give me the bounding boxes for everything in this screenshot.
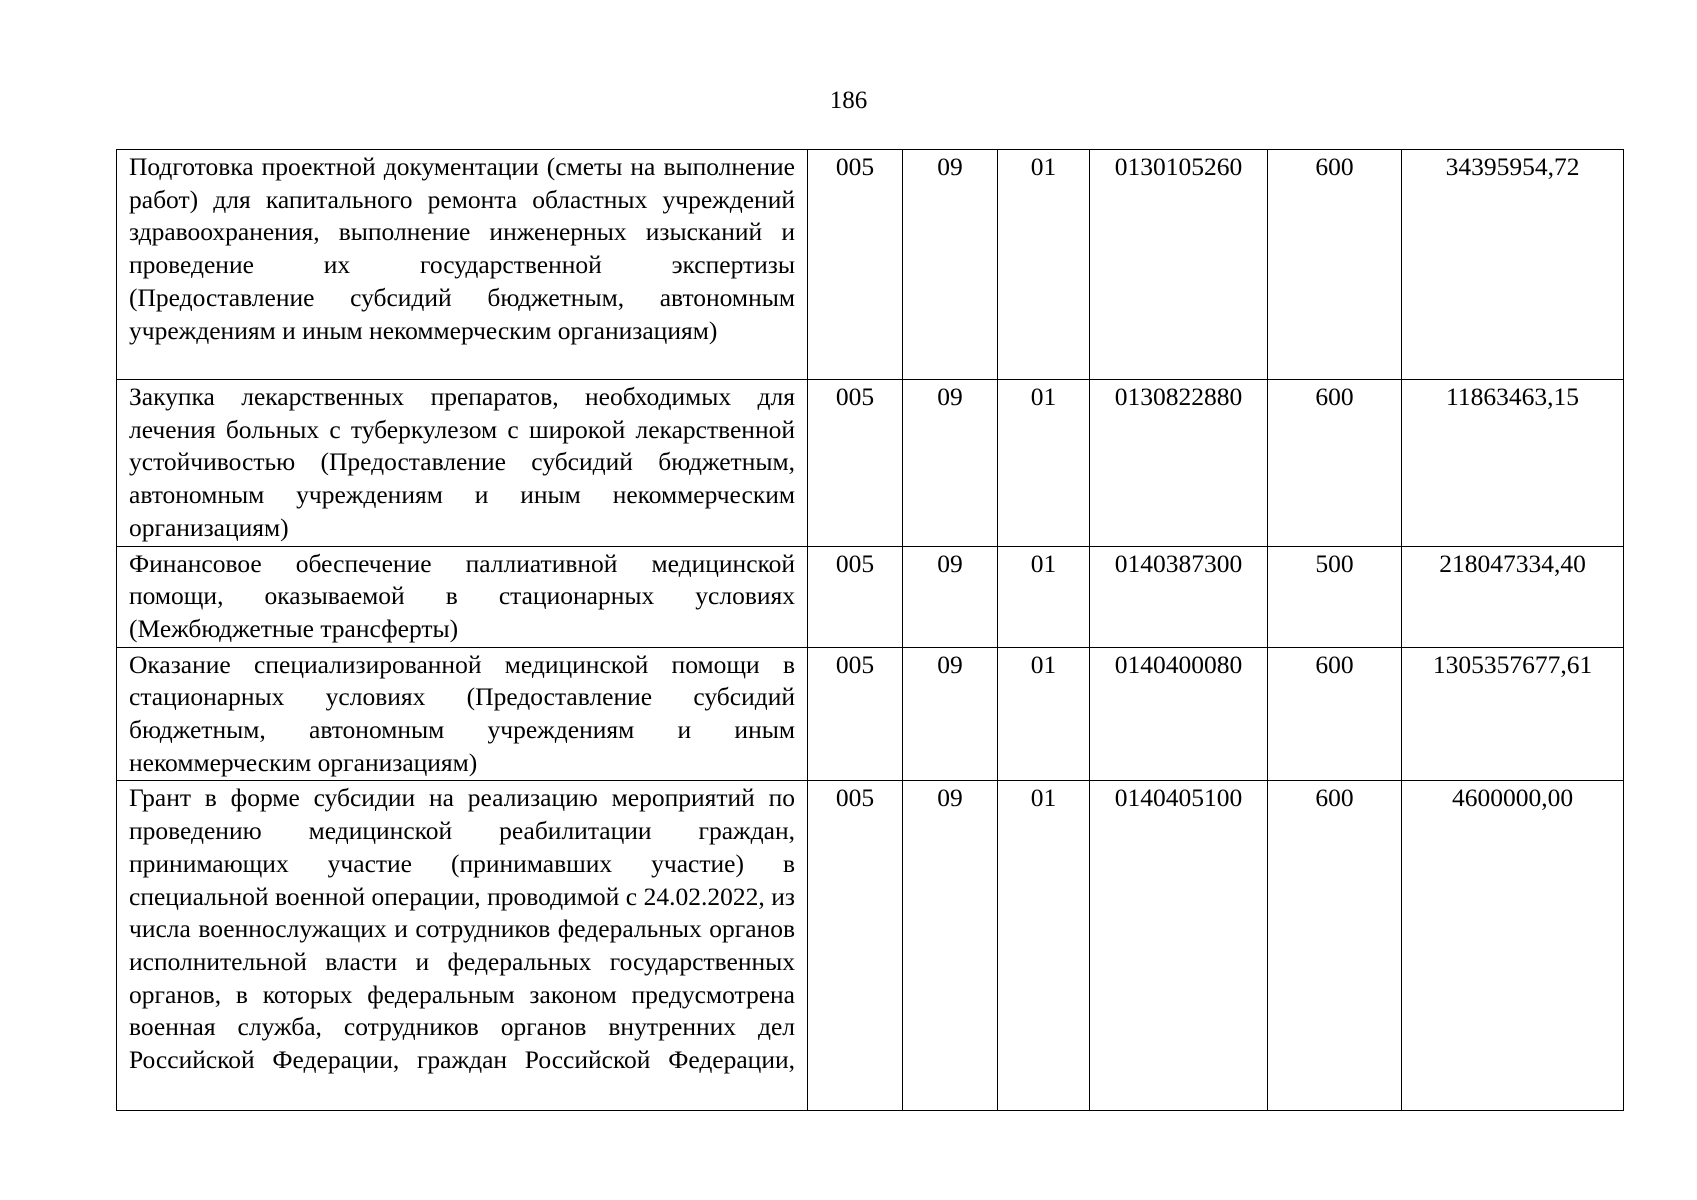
expense-type-code: 600 bbox=[1268, 647, 1402, 781]
target-article-code: 0130105260 bbox=[1090, 150, 1268, 380]
row-description: Оказание специализированной медицинской помощи в стационарных условиях (Предоставление субсидий бюджетным, автономным учреждениям и иным некоммерческим организациям) bbox=[117, 647, 808, 781]
subsection-code: 01 bbox=[998, 647, 1090, 781]
section-code: 09 bbox=[903, 546, 998, 647]
target-article-code: 0140405100 bbox=[1090, 781, 1268, 1111]
amount: 4600000,00 bbox=[1402, 781, 1624, 1111]
row-description: Подготовка проектной документации (сметы на выполнение работ) для капитального ремонта областных учреждений здравоохранения, выполнение инженерных изысканий и проведение их государственной экспертизы (Предоставление субсидий бюджетным, автономным учреждениям и иным некоммерческим организациям) bbox=[117, 150, 808, 380]
budget-table bbox=[116, 149, 1624, 1111]
expense-type-code: 600 bbox=[1268, 380, 1402, 547]
page-number: 186 bbox=[829, 87, 868, 114]
expense-type-code: 600 bbox=[1268, 150, 1402, 380]
grbs-code: 005 bbox=[808, 380, 903, 547]
section-code: 09 bbox=[903, 380, 998, 547]
amount: 11863463,15 bbox=[1402, 380, 1624, 547]
target-article-code: 0140387300 bbox=[1090, 546, 1268, 647]
expense-type-code: 500 bbox=[1268, 546, 1402, 647]
table-row bbox=[117, 150, 1624, 380]
table-row bbox=[117, 781, 1624, 1111]
section-code: 09 bbox=[903, 150, 998, 380]
table-row bbox=[117, 647, 1624, 781]
grbs-code: 005 bbox=[808, 647, 903, 781]
expense-type-code: 600 bbox=[1268, 781, 1402, 1111]
row-description: Закупка лекарственных препаратов, необходимых для лечения больных с туберкулезом с широкой лекарственной устойчивостью (Предоставление субсидий бюджетным, автономным учреждениям и иным некоммерческим организациям) bbox=[117, 380, 808, 547]
amount: 1305357677,61 bbox=[1402, 647, 1624, 781]
amount: 34395954,72 bbox=[1402, 150, 1624, 380]
grbs-code: 005 bbox=[808, 150, 903, 380]
table-row bbox=[117, 546, 1624, 647]
subsection-code: 01 bbox=[998, 781, 1090, 1111]
section-code: 09 bbox=[903, 647, 998, 781]
subsection-code: 01 bbox=[998, 150, 1090, 380]
section-code: 09 bbox=[903, 781, 998, 1111]
subsection-code: 01 bbox=[998, 380, 1090, 547]
row-description: Финансовое обеспечение паллиативной медицинской помощи, оказываемой в стационарных условиях (Межбюджетные трансферты) bbox=[117, 546, 808, 647]
target-article-code: 0140400080 bbox=[1090, 647, 1268, 781]
grbs-code: 005 bbox=[808, 546, 903, 647]
row-description: Грант в форме субсидии на реализацию мероприятий по проведению медицинской реабилитации граждан, принимающих участие (принимавших участие) в специальной военной операции, проводимой с 24.02.2022, из числа военнослужащих и сотрудников федеральных органов исполнительной власти и федеральных государственных органов, в которых федеральным законом предусмотрена военная служба, сотрудников органов внутренних дел Российской Федерации, граждан Российской Федерации, bbox=[117, 781, 808, 1111]
target-article-code: 0130822880 bbox=[1090, 380, 1268, 547]
grbs-code: 005 bbox=[808, 781, 903, 1111]
subsection-code: 01 bbox=[998, 546, 1090, 647]
amount: 218047334,40 bbox=[1402, 546, 1624, 647]
table-row bbox=[117, 380, 1624, 547]
